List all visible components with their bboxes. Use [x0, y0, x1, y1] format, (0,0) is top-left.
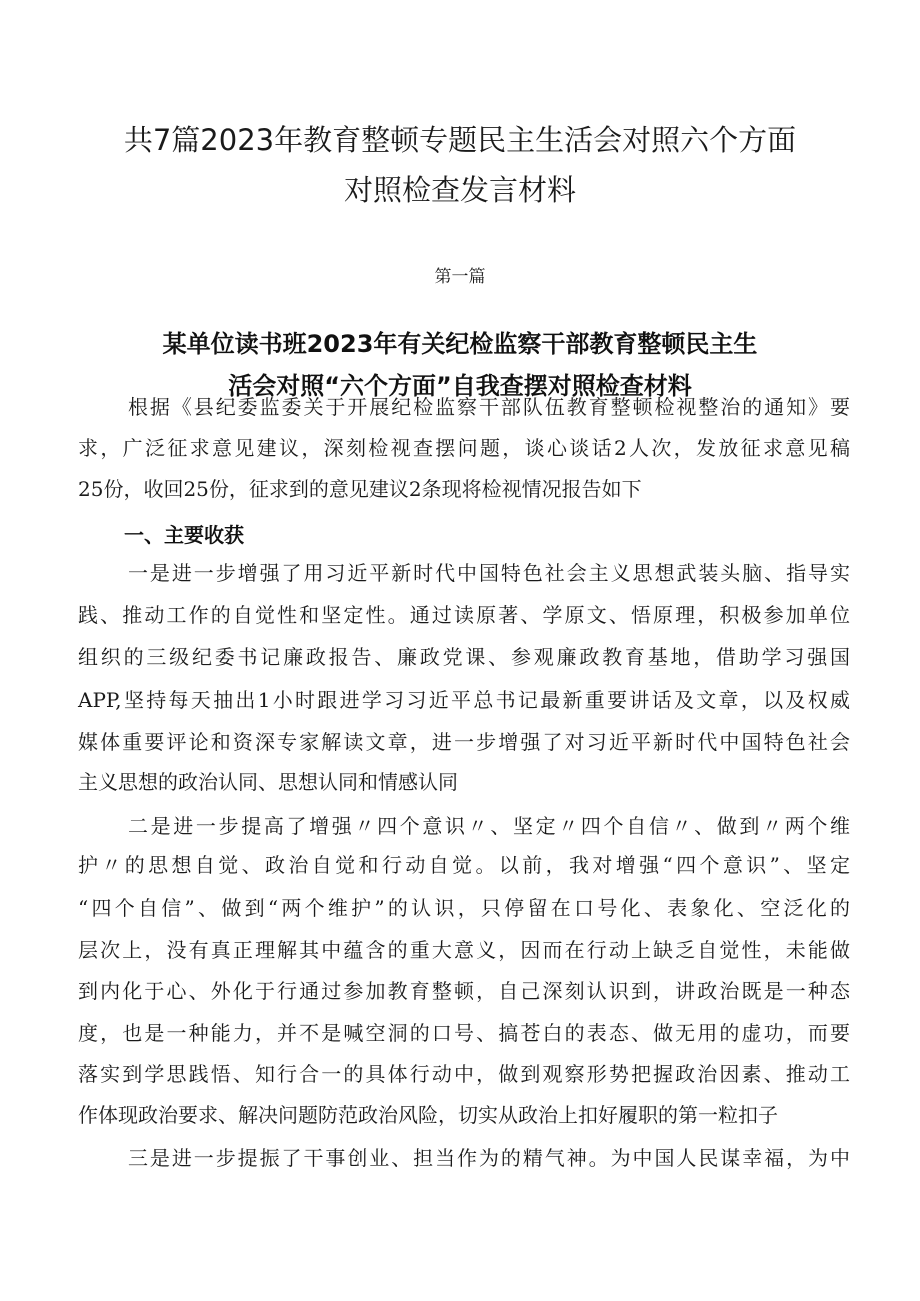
body-line: 组织的三级纪委书记廉政报告、廉政党课、参观廉政教育基地，借助学习强国	[78, 645, 850, 669]
body-line: 作体现政治要求、解决问题防范政治风险，切实从政治上扣好履职的第一粒扣子	[78, 1103, 778, 1127]
body-line: “四个自信”、做到“两个维护”的认识，只停留在口号化、表象化、空泛化的	[78, 896, 850, 920]
body-line: 落实到学思践悟、知行合一的具体行动中，做到观察形势把握政治因素、推动工	[78, 1062, 850, 1086]
body-line: 二是进一步提高了增强〃四个意识〃、坚定〃四个自信〃、做到〃两个维	[128, 814, 850, 838]
body-line: 践、推动工作的自觉性和坚定性。通过读原著、学原文、悟原理，积极参加单位	[78, 603, 850, 627]
section-heading: 一、主要收获	[124, 523, 244, 547]
body-line: 层次上，没有真正理解其中蕴含的重大意义，因而在行动上缺乏自觉性，未能做	[78, 938, 850, 962]
document-title-line1: 共7篇2023年教育整顿专题民主生活会对照六个方面	[123, 123, 797, 157]
body-line: 求，广泛征求意见建议，深刻检视查摆问题，谈心谈话2人次，发放征求意见稿	[78, 436, 850, 460]
subtitle-line1: 某单位读书班2023年有关纪检监察干部教育整顿民主生	[162, 329, 758, 358]
body-line: 媒体重要评论和资深专家解读文章，进一步增强了对习近平新时代中国特色社会	[78, 730, 850, 754]
body-line: 25份，收回25份，征求到的意见建议2条现将检视情况报告如下	[78, 477, 642, 501]
part-label: 第一篇	[434, 267, 486, 287]
body-line: 根据《县纪委监委关于开展纪检监察干部队伍教育整顿检视整治的通知》要	[128, 395, 850, 419]
body-line: APP,坚持每天抽出1小时跟进学习习近平总书记最新重要讲话及文章，以及权威	[78, 688, 850, 712]
body-line: 护〃的思想自觉、政治自觉和行动自觉。以前，我对增强“四个意识”、坚定	[78, 853, 850, 877]
document-title-line2: 对照检查发言材料	[343, 173, 576, 207]
body-line: 主义思想的政治认同、思想认同和情感认同	[78, 770, 458, 794]
subtitle-line2: 活会对照“六个方面”自我查摆对照检查材料	[228, 371, 692, 400]
body-line: 三是进一步提振了干事创业、担当作为的精气神。为中国人民谋幸福，为中	[128, 1146, 850, 1170]
body-line: 一是进一步增强了用习近平新时代中国特色社会主义思想武装头脑、指导实	[128, 561, 850, 585]
body-line: 度，也是一种能力，并不是喊空洞的口号、搞苍白的表态、做无用的虚功，而要	[78, 1021, 850, 1045]
body-line: 到内化于心、外化于行通过参加教育整顿，自己深刻认识到，讲政治既是一种态	[78, 979, 850, 1003]
